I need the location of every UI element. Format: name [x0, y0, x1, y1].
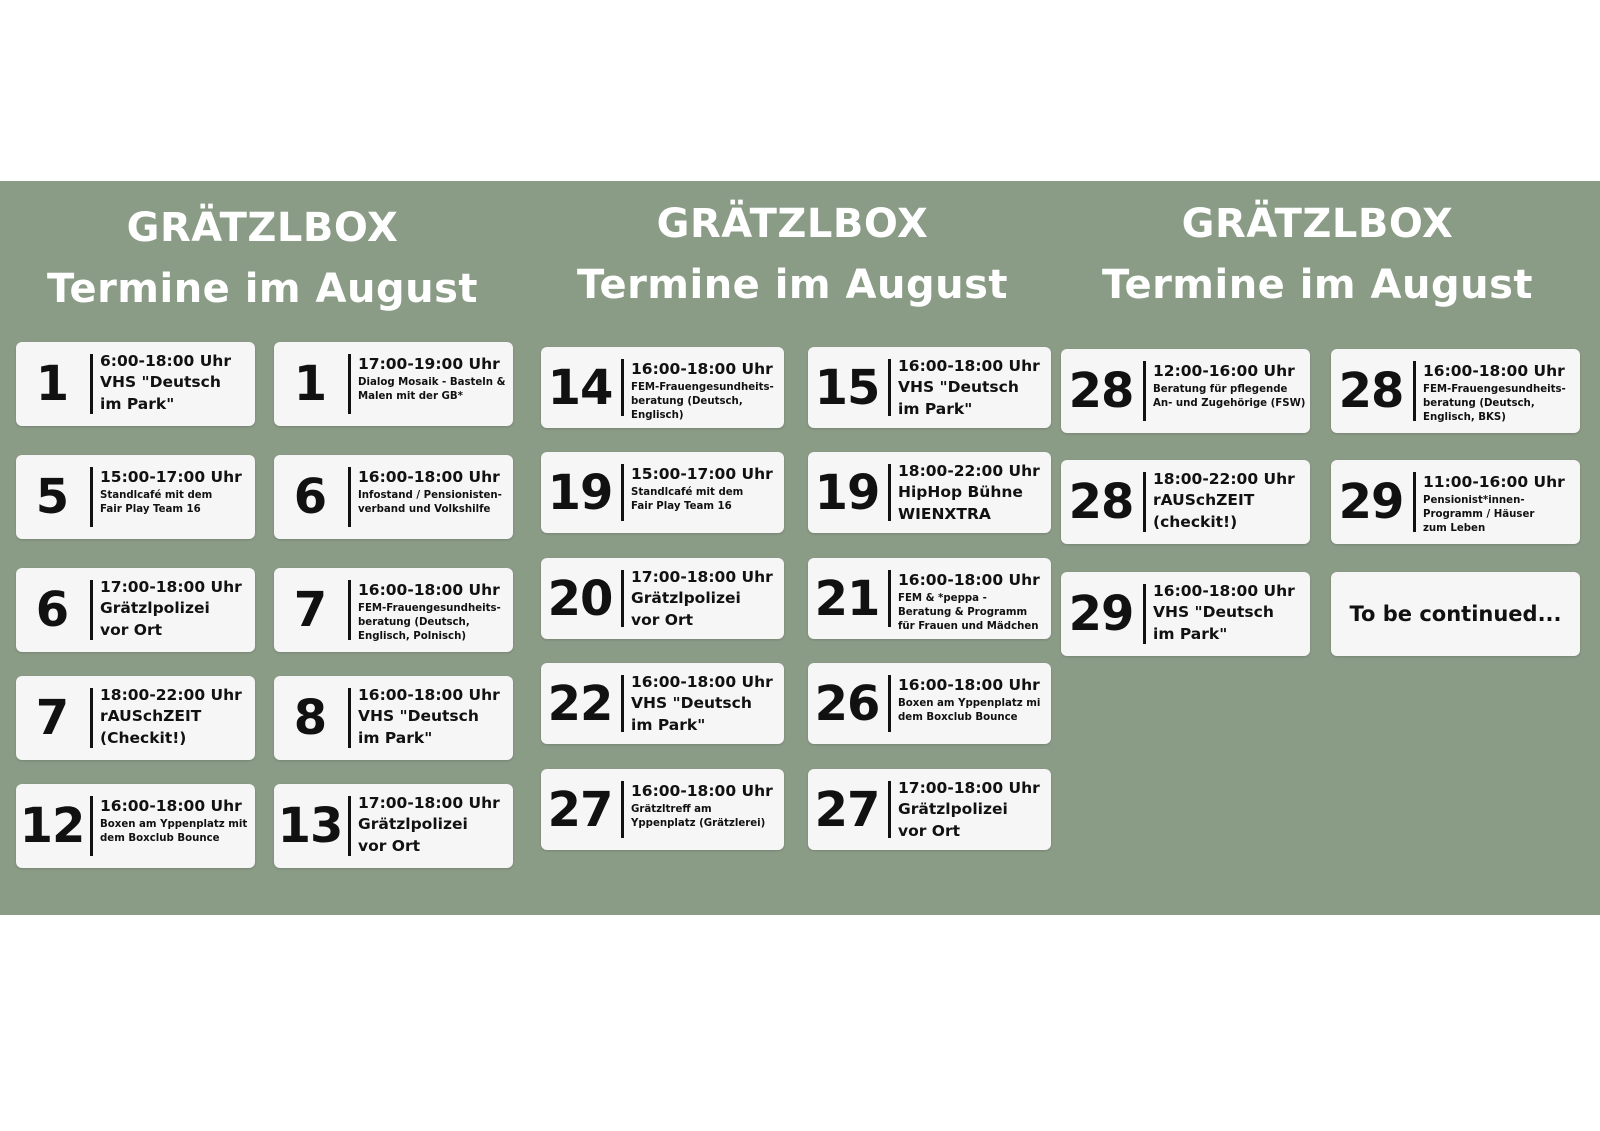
- divider: [621, 464, 624, 521]
- event-time: 15:00-17:00 Uhr: [631, 465, 773, 483]
- event-day: 28: [1068, 474, 1134, 530]
- event-time: 17:00-19:00 Uhr: [358, 355, 500, 373]
- event-card: [274, 568, 513, 652]
- event-time: 16:00-18:00 Uhr: [1423, 362, 1565, 380]
- event-description: VHS "Deutsch im Park": [631, 694, 752, 734]
- event-card: [1331, 349, 1580, 433]
- event-description: Standlcafé mit dem Fair Play Team 16: [631, 487, 744, 512]
- event-card: [808, 769, 1051, 850]
- divider: [888, 570, 891, 627]
- event-time: 16:00-18:00 Uhr: [898, 571, 1040, 589]
- event-info: [358, 685, 509, 749]
- event-time: 16:00-18:00 Uhr: [358, 686, 500, 704]
- event-card: [808, 347, 1051, 428]
- event-description: Infostand / Pensionisten- verband und Volkshilfe: [358, 490, 502, 515]
- event-info: [358, 467, 509, 517]
- event-time: 11:00-16:00 Uhr: [1423, 473, 1565, 491]
- event-card: [541, 769, 784, 850]
- event-info: [358, 793, 509, 857]
- divider: [1143, 361, 1146, 421]
- event-time: 16:00-18:00 Uhr: [631, 673, 773, 691]
- divider: [888, 464, 891, 521]
- divider: [621, 359, 624, 416]
- event-time: 16:00-18:00 Uhr: [898, 676, 1040, 694]
- event-info: [100, 351, 251, 415]
- event-info: [898, 778, 1047, 842]
- event-description: Boxen am Yppenplatz mi dem Boxclub Bounce: [898, 698, 1041, 723]
- event-day: 19: [547, 464, 613, 521]
- event-description: VHS "Deutsch im Park": [358, 707, 479, 747]
- event-card: [16, 568, 255, 652]
- panel-subtitle: Termine im August: [1101, 262, 1534, 308]
- to-be-continued-label: To be continued...: [1349, 602, 1562, 626]
- event-description: Standlcafé mit dem Fair Play Team 16: [100, 490, 213, 515]
- event-card: [274, 455, 513, 539]
- event-description: FEM-Frauengesundheits- beratung (Deutsch, Englisch, Polnisch): [358, 603, 501, 642]
- event-time: 17:00-18:00 Uhr: [358, 794, 500, 812]
- event-time: 18:00-22:00 Uhr: [898, 462, 1040, 480]
- event-time: 17:00-18:00 Uhr: [898, 779, 1040, 797]
- event-card: [1061, 572, 1310, 656]
- event-card: [16, 784, 255, 868]
- event-description: FEM & *peppa - Beratung & Programm für Frauen und Mädchen: [898, 593, 1039, 632]
- event-time: 16:00-18:00 Uhr: [358, 581, 500, 599]
- event-info: [100, 467, 251, 517]
- event-info: [1423, 361, 1576, 425]
- divider: [90, 354, 93, 414]
- divider: [90, 467, 93, 527]
- panel-title: GRÄTZLBOX: [1181, 201, 1454, 247]
- event-info: [358, 354, 509, 404]
- event-info: [1153, 469, 1306, 533]
- event-card: [541, 347, 784, 428]
- event-day: 29: [1068, 586, 1134, 642]
- divider: [1143, 472, 1146, 532]
- event-card: [274, 676, 513, 760]
- panel-title: GRÄTZLBOX: [126, 205, 399, 251]
- event-day: 21: [814, 570, 880, 627]
- divider: [348, 688, 351, 748]
- event-card: [16, 455, 255, 539]
- panel-title: GRÄTZLBOX: [656, 201, 929, 247]
- event-day: 22: [547, 675, 613, 732]
- event-description: Dialog Mosaik - Basteln & Malen mit der GB*: [358, 377, 506, 402]
- divider: [888, 359, 891, 416]
- event-info: [100, 796, 251, 846]
- event-description: Grätzlpolizei vor Ort: [100, 599, 210, 639]
- event-time: 16:00-18:00 Uhr: [100, 797, 242, 815]
- schedule-banner: [0, 181, 1600, 915]
- divider: [621, 781, 624, 838]
- event-info: [898, 356, 1047, 420]
- to-be-continued-card: [1331, 572, 1580, 656]
- divider: [621, 570, 624, 627]
- event-card: [1331, 460, 1580, 544]
- event-info: [358, 580, 509, 644]
- event-info: [1153, 361, 1306, 411]
- divider: [348, 796, 351, 856]
- event-time: 16:00-18:00 Uhr: [631, 360, 773, 378]
- event-day: 5: [35, 469, 69, 525]
- event-time: 12:00-16:00 Uhr: [1153, 362, 1295, 380]
- event-day: 20: [547, 570, 613, 627]
- event-card: [541, 663, 784, 744]
- event-info: [631, 781, 780, 831]
- event-day: 7: [293, 582, 327, 638]
- event-time: 15:00-17:00 Uhr: [100, 468, 242, 486]
- divider: [348, 354, 351, 414]
- event-day: 1: [35, 356, 69, 412]
- event-info: [100, 685, 251, 749]
- event-time: 17:00-18:00 Uhr: [100, 578, 242, 596]
- event-time: 16:00-18:00 Uhr: [898, 357, 1040, 375]
- divider: [1143, 584, 1146, 644]
- event-description: FEM-Frauengesundheits- beratung (Deutsch, Englisch): [631, 382, 774, 421]
- event-time: 16:00-18:00 Uhr: [631, 782, 773, 800]
- event-time: 17:00-18:00 Uhr: [631, 568, 773, 586]
- event-time: 18:00-22:00 Uhr: [100, 686, 242, 704]
- event-description: Grätzlpolizei vor Ort: [898, 800, 1008, 840]
- event-card: [16, 676, 255, 760]
- event-description: Grätzlpolizei vor Ort: [358, 815, 468, 855]
- event-day: 8: [293, 690, 327, 746]
- event-card: [808, 558, 1051, 639]
- divider: [888, 781, 891, 838]
- event-day: 15: [814, 359, 880, 416]
- divider: [888, 675, 891, 732]
- event-description: Beratung für pflegende An- und Zugehörige (FSW): [1153, 384, 1306, 409]
- event-card: [808, 663, 1051, 744]
- event-info: [1423, 472, 1576, 536]
- divider: [90, 688, 93, 748]
- divider: [90, 796, 93, 856]
- event-day: 1: [293, 356, 327, 412]
- event-day: 27: [547, 781, 613, 838]
- event-description: Boxen am Yppenplatz mit dem Boxclub Bounce: [100, 819, 248, 844]
- event-info: [631, 672, 780, 736]
- event-card: [808, 452, 1051, 533]
- event-info: [100, 577, 251, 641]
- event-day: 6: [35, 582, 69, 638]
- event-description: rAUSchZEIT (checkit!): [1153, 491, 1255, 531]
- divider: [1413, 472, 1416, 532]
- event-description: Grätzlpolizei vor Ort: [631, 589, 741, 629]
- event-day: 13: [277, 798, 343, 854]
- event-time: 6:00-18:00 Uhr: [100, 352, 231, 370]
- event-card: [541, 452, 784, 533]
- event-day: 7: [35, 690, 69, 746]
- event-info: [631, 567, 780, 631]
- event-day: 27: [814, 781, 880, 838]
- event-day: 14: [547, 359, 613, 416]
- event-info: [1153, 581, 1306, 645]
- event-description: Pensionist*innen- Programm / Häuser zum Leben: [1423, 495, 1535, 534]
- event-time: 16:00-18:00 Uhr: [1153, 582, 1295, 600]
- event-day: 26: [814, 675, 880, 732]
- event-time: 16:00-18:00 Uhr: [358, 468, 500, 486]
- event-day: 29: [1338, 474, 1404, 530]
- event-info: [898, 461, 1047, 525]
- event-card: [274, 784, 513, 868]
- event-description: HipHop Bühne WIENXTRA: [898, 483, 1023, 523]
- event-description: Grätzltreff am Yppenplatz (Grätzlerei): [631, 804, 766, 829]
- event-description: FEM-Frauengesundheits- beratung (Deutsch, Englisch, BKS): [1423, 384, 1566, 423]
- event-description: VHS "Deutsch im Park": [1153, 603, 1274, 643]
- panel-3: [1055, 181, 1580, 915]
- event-card: [16, 342, 255, 426]
- panel-subtitle: Termine im August: [46, 266, 479, 312]
- event-day: 28: [1068, 363, 1134, 419]
- divider: [90, 580, 93, 640]
- divider: [1413, 361, 1416, 421]
- event-info: [631, 359, 780, 423]
- event-card: [274, 342, 513, 426]
- event-card: [1061, 349, 1310, 433]
- event-card: [1061, 460, 1310, 544]
- divider: [348, 580, 351, 640]
- event-time: 18:00-22:00 Uhr: [1153, 470, 1295, 488]
- event-info: [898, 570, 1047, 634]
- event-description: rAUSchZEIT (Checkit!): [100, 707, 202, 747]
- event-description: VHS "Deutsch im Park": [100, 373, 221, 413]
- divider: [348, 467, 351, 527]
- divider: [621, 675, 624, 732]
- panel-subtitle: Termine im August: [576, 262, 1009, 308]
- event-day: 12: [19, 798, 85, 854]
- event-info: [631, 464, 780, 514]
- event-day: 6: [293, 469, 327, 525]
- event-day: 19: [814, 464, 880, 521]
- event-day: 28: [1338, 363, 1404, 419]
- event-description: VHS "Deutsch im Park": [898, 378, 1019, 418]
- event-card: [541, 558, 784, 639]
- event-info: [898, 675, 1047, 725]
